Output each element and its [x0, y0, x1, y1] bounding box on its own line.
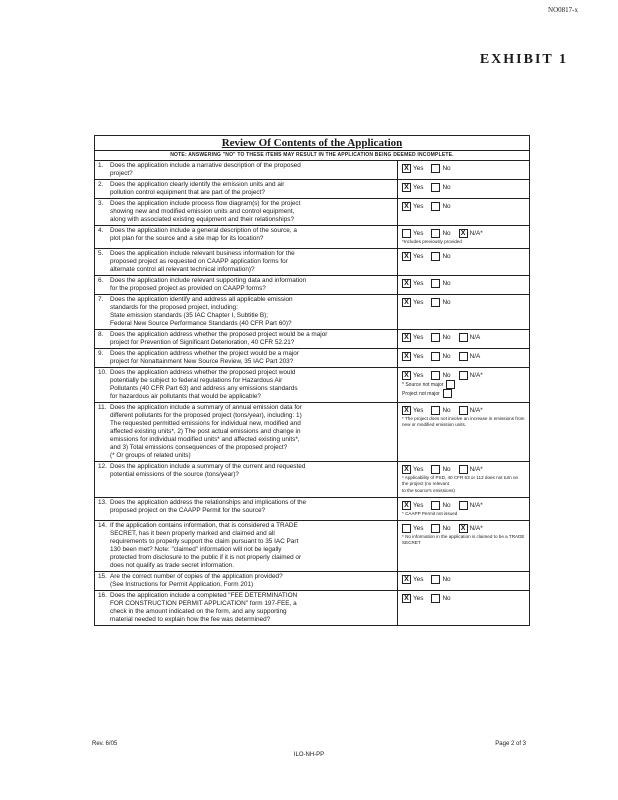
- question-line: Does the application address whether the proposed project would: [110, 369, 296, 376]
- answer-options: [402, 594, 525, 603]
- question-row: [95, 249, 529, 276]
- question-row: [95, 180, 529, 199]
- answer-cell: [398, 403, 529, 461]
- checkbox[interactable]: [459, 501, 468, 510]
- question-line: (* Or groups of related units): [110, 452, 191, 459]
- question-text: [110, 296, 394, 328]
- answer-option[interactable]: [431, 594, 450, 603]
- question-text-cell: [95, 199, 398, 225]
- checkbox[interactable]: [431, 252, 440, 261]
- option-label: No: [442, 576, 451, 583]
- question-number: 1.: [98, 162, 104, 169]
- question-line: Does the application include a narrative description of the proposed: [110, 162, 301, 169]
- answer-cell: [398, 591, 529, 625]
- question-line: Federal New Source Performance Standards (40 CFR Part 60)?: [110, 320, 292, 327]
- checkbox[interactable]: [431, 164, 440, 173]
- answer-cell: [398, 161, 529, 179]
- answer-options: [402, 279, 525, 288]
- answer-option[interactable]: [431, 279, 450, 288]
- answer-option[interactable]: [402, 575, 423, 584]
- question-text: [110, 592, 394, 624]
- question-row: [95, 498, 529, 521]
- option-label: N/A: [469, 353, 481, 360]
- checkbox[interactable]: [431, 333, 440, 342]
- answer-note: to the source's emissions): [402, 488, 455, 493]
- answer-option[interactable]: [402, 465, 423, 474]
- option-label: Yes: [413, 353, 424, 360]
- question-text: [110, 522, 394, 570]
- answer-options: [402, 575, 525, 584]
- answer-option[interactable]: [402, 202, 423, 211]
- checkbox[interactable]: X: [402, 183, 411, 192]
- question-line: SECRET, has it been properly marked and claimed and all: [110, 530, 275, 537]
- checkbox[interactable]: [431, 202, 440, 211]
- sub-option[interactable]: [402, 380, 525, 389]
- checkbox[interactable]: X: [402, 406, 411, 415]
- question-number: 11.: [98, 404, 107, 411]
- question-number: 5.: [98, 250, 104, 257]
- answer-option[interactable]: [402, 183, 423, 192]
- question-text: [110, 250, 394, 274]
- answer-options: [402, 371, 525, 380]
- question-line: plot plan for the source and a site map for its location?: [110, 235, 264, 242]
- checkbox[interactable]: X: [402, 164, 411, 173]
- question-line: material needed to explain how the fee was determined?: [110, 616, 271, 623]
- answer-option[interactable]: [459, 229, 483, 238]
- option-label: Yes: [413, 165, 424, 172]
- option-label: No: [442, 595, 451, 602]
- checkbox[interactable]: [459, 406, 468, 415]
- checkbox[interactable]: X: [402, 279, 411, 288]
- checkbox[interactable]: X: [402, 465, 411, 474]
- answer-option[interactable]: [431, 501, 450, 510]
- checkbox[interactable]: [446, 380, 455, 389]
- checkbox[interactable]: [431, 465, 440, 474]
- question-text-cell: [95, 161, 398, 179]
- option-label: No: [442, 230, 451, 237]
- answer-option[interactable]: [402, 524, 423, 533]
- question-text-cell: [95, 295, 398, 329]
- question-line: Does the application include a general description of the source, a: [110, 227, 297, 234]
- checkbox[interactable]: X: [402, 594, 411, 603]
- question-line: State emission standards (35 IAC Chapter I, Subtitle B);: [110, 312, 269, 319]
- question-text-cell: [95, 572, 398, 590]
- question-number: 2.: [98, 181, 104, 188]
- answer-options: [402, 352, 525, 361]
- sub-option-label: Project not major: [402, 390, 440, 397]
- question-text-cell: [95, 498, 398, 520]
- checkbox[interactable]: [431, 352, 440, 361]
- option-label: No: [442, 372, 451, 379]
- checkbox[interactable]: [459, 371, 468, 380]
- question-line: pollution control equipment that are part of the project?: [110, 189, 265, 196]
- option-label: Yes: [413, 203, 424, 210]
- question-row: [95, 330, 529, 349]
- answer-options: [402, 501, 525, 510]
- answer-option[interactable]: [459, 465, 483, 474]
- question-line: Does the application include a summary of the current and requested: [110, 463, 306, 470]
- answer-option[interactable]: [402, 252, 423, 261]
- option-label: No: [442, 253, 451, 260]
- option-label: N/A*: [469, 407, 483, 414]
- checkbox[interactable]: X: [402, 252, 411, 261]
- answer-option[interactable]: [431, 333, 450, 342]
- checkbox[interactable]: [459, 465, 468, 474]
- question-text: [110, 463, 394, 496]
- option-label: N/A: [469, 334, 481, 341]
- answer-option[interactable]: [459, 501, 483, 510]
- question-line: Pollutants (40 CFR Part 63) and address any emissions standards: [110, 385, 298, 392]
- option-label: Yes: [413, 372, 424, 379]
- checkbox[interactable]: X: [402, 202, 411, 211]
- answer-cell: [398, 349, 529, 367]
- review-form: [94, 135, 530, 626]
- question-text: [110, 162, 394, 178]
- option-label: Yes: [413, 407, 424, 414]
- question-number: 16.: [98, 592, 107, 599]
- checkbox[interactable]: [402, 524, 411, 533]
- answer-cell: [398, 295, 529, 329]
- answer-cell: [398, 521, 529, 571]
- form-title: Review Of Contents of the Application: [95, 136, 529, 151]
- answer-option[interactable]: [402, 298, 423, 307]
- question-line: standards for the proposed project, including:: [110, 304, 238, 311]
- checkbox[interactable]: [431, 279, 440, 288]
- option-label: Yes: [413, 595, 424, 602]
- checkbox[interactable]: [431, 298, 440, 307]
- checkbox[interactable]: [431, 575, 440, 584]
- checkbox[interactable]: [431, 524, 440, 533]
- question-text-cell: [95, 330, 398, 348]
- option-label: No: [442, 203, 451, 210]
- answer-cell: [398, 462, 529, 497]
- question-number: 15.: [98, 573, 107, 580]
- answer-note: * CAAPP Permit not issued: [402, 511, 458, 516]
- answer-cell: [398, 330, 529, 348]
- answer-option[interactable]: [431, 164, 450, 173]
- question-row: [95, 199, 529, 226]
- option-label: No: [442, 407, 451, 414]
- question-text: [110, 200, 394, 224]
- question-text-cell: [95, 276, 398, 294]
- sub-option-label: * Source not major: [402, 381, 444, 388]
- question-line: Are the correct number of copies of the application provided?: [110, 573, 283, 580]
- option-label: No: [442, 184, 451, 191]
- question-line: protected from disclosure to the public if it is not properly claimed or: [110, 554, 302, 561]
- question-text-cell: [95, 462, 398, 497]
- option-label: Yes: [413, 502, 424, 509]
- question-text: [110, 277, 394, 293]
- answer-option[interactable]: [402, 333, 423, 342]
- answer-options: [402, 202, 525, 211]
- checkbox[interactable]: X: [402, 352, 411, 361]
- question-line: emissions for individual modified units* and affected existing units*,: [110, 436, 300, 443]
- question-text: [110, 369, 394, 401]
- option-label: No: [442, 334, 451, 341]
- question-line: alternate control all relevant technical information)?: [110, 266, 255, 273]
- question-text-cell: [95, 521, 398, 571]
- question-line: The requested permitted emissions for individual new, modified and: [110, 420, 301, 427]
- option-label: No: [442, 353, 451, 360]
- question-line: Does the application include process flow diagram(s) for the project: [110, 200, 301, 207]
- question-row: [95, 276, 529, 295]
- checkbox[interactable]: [459, 352, 468, 361]
- form-code: ILO-NH-PP: [293, 752, 325, 758]
- answer-options: [402, 183, 525, 192]
- answer-option[interactable]: [431, 524, 450, 533]
- option-label: N/A*: [469, 525, 483, 532]
- question-line: proposed project on the CAAPP Permit for the source?: [110, 507, 266, 514]
- question-line: If the application contains information, that is considered a TRADE: [110, 522, 298, 529]
- option-label: Yes: [413, 253, 424, 260]
- answer-options: [402, 252, 525, 261]
- answer-option[interactable]: [431, 202, 450, 211]
- question-text: [110, 404, 394, 460]
- question-text: [110, 181, 394, 197]
- question-row: [95, 349, 529, 368]
- answer-cell: [398, 180, 529, 198]
- question-rows: [95, 161, 529, 625]
- checkbox[interactable]: [402, 229, 411, 238]
- question-line: does not qualify as trade secret information.: [110, 562, 234, 569]
- answer-option[interactable]: [431, 465, 450, 474]
- option-label: N/A*: [469, 372, 483, 379]
- question-number: 4.: [98, 227, 104, 234]
- question-line: requirements to properly support the claim pursuant to 35 IAC Part: [110, 538, 299, 545]
- answer-option[interactable]: [402, 594, 423, 603]
- option-label: Yes: [413, 576, 424, 583]
- answer-option[interactable]: [459, 333, 481, 342]
- answer-cell: [398, 226, 529, 248]
- checkbox[interactable]: [431, 229, 440, 238]
- answer-option[interactable]: [402, 164, 423, 173]
- answer-option[interactable]: [459, 371, 483, 380]
- answer-note: * Applicability of PSD, 40 CFR 63 or 112 does not turn on the project (no relevant: [402, 475, 519, 486]
- checkbox[interactable]: [459, 333, 468, 342]
- question-line: FOR CONSTRUCTION PERMIT APPLICATION" form 197-FEE, a: [110, 600, 297, 607]
- question-text-cell: [95, 368, 398, 402]
- page-number: Page 2 of 3: [495, 741, 526, 747]
- answer-option[interactable]: [431, 371, 450, 380]
- answer-options: [402, 164, 525, 173]
- question-row: [95, 591, 529, 625]
- answer-note: *Includes previously provided: [402, 239, 462, 244]
- answer-note: * The project does not involve an increase in emissions from new or modified emission units.: [402, 416, 525, 427]
- answer-option[interactable]: [431, 183, 450, 192]
- answer-option[interactable]: [402, 371, 423, 380]
- form-note: NOTE: ANSWERING "NO" TO THESE ITEMS MAY RESULT IN THE APPLICATION BEING DEEMED INCOMPLETE.: [95, 151, 529, 161]
- answer-option[interactable]: [402, 229, 423, 238]
- answer-options: [402, 524, 525, 533]
- question-line: different pollutants for the proposed project (tons/year), including: 1): [110, 412, 302, 419]
- answer-options: [402, 406, 525, 415]
- checkbox[interactable]: [443, 389, 452, 398]
- question-line: and 3) Total emissions consequences of the proposed project?: [110, 444, 288, 451]
- option-label: Yes: [413, 525, 424, 532]
- option-label: No: [442, 299, 451, 306]
- option-label: No: [442, 502, 451, 509]
- answer-option[interactable]: [431, 406, 450, 415]
- question-text: [110, 573, 394, 589]
- question-text: [110, 499, 394, 519]
- answer-cell: [398, 276, 529, 294]
- question-line: Does the application address whether the project would be a major: [110, 350, 299, 357]
- question-text: [110, 350, 394, 366]
- question-text-cell: [95, 226, 398, 248]
- checkbox[interactable]: [431, 183, 440, 192]
- question-line: Does the application identify and address all applicable emission: [110, 296, 293, 303]
- question-row: [95, 572, 529, 591]
- answer-option[interactable]: [402, 406, 423, 415]
- question-row: [95, 295, 529, 330]
- document-id: NO0817-x: [548, 6, 578, 14]
- answer-cell: [398, 498, 529, 520]
- answer-option[interactable]: [431, 298, 450, 307]
- answer-cell: [398, 368, 529, 402]
- question-text: [110, 227, 394, 247]
- question-row: [95, 226, 529, 249]
- question-line: Does the application address whether the proposed project would be a major: [110, 331, 328, 338]
- question-line: showing new and modified emission units and control equipment,: [110, 208, 295, 215]
- question-number: 7.: [98, 296, 104, 303]
- exhibit-label: EXHIBIT 1: [479, 52, 568, 67]
- answer-cell: [398, 199, 529, 225]
- option-label: No: [442, 165, 451, 172]
- answer-option[interactable]: [431, 575, 450, 584]
- question-line: project for Nonattainment New Source Review, 35 IAC Part 203?: [110, 358, 294, 365]
- answer-cell: [398, 249, 529, 275]
- checkbox[interactable]: X: [402, 333, 411, 342]
- question-line: for the proposed project as provided on CAAPP forms?: [110, 285, 266, 292]
- question-line: along with associated existing equipment and their relationships?: [110, 216, 295, 223]
- sub-option[interactable]: [402, 389, 525, 398]
- question-text-cell: [95, 403, 398, 461]
- option-label: No: [442, 280, 451, 287]
- answer-option[interactable]: [402, 501, 423, 510]
- checkbox[interactable]: [431, 371, 440, 380]
- option-label: Yes: [413, 184, 424, 191]
- question-line: Does the application include relevant business information for the: [110, 250, 295, 257]
- checkbox[interactable]: X: [402, 371, 411, 380]
- question-line: Does the application include a completed "FEE DETERMINATION: [110, 592, 298, 599]
- option-label: N/A*: [469, 502, 483, 509]
- answer-option[interactable]: [459, 406, 483, 415]
- option-label: Yes: [413, 466, 424, 473]
- question-row: [95, 161, 529, 180]
- question-row: [95, 368, 529, 403]
- answer-option[interactable]: [431, 352, 450, 361]
- question-number: 8.: [98, 331, 104, 338]
- option-label: N/A*: [469, 230, 483, 237]
- option-label: Yes: [413, 334, 424, 341]
- answer-option[interactable]: [402, 279, 423, 288]
- question-line: 130 been met? Note: "claimed" information will not be legally: [110, 546, 282, 553]
- question-line: for hazardous air pollutants that would be applicable?: [110, 393, 261, 400]
- question-line: potentially be subject to federal regulations for Hazardous Air: [110, 377, 283, 384]
- question-line: proposed project as requested on CAAPP application forms for: [110, 258, 288, 265]
- option-label: N/A*: [469, 466, 483, 473]
- option-label: Yes: [413, 230, 424, 237]
- question-text-cell: [95, 591, 398, 625]
- question-line: project?: [110, 170, 133, 177]
- answer-note: * No information in the application is claimed to be a TRADE SECRET: [402, 534, 525, 545]
- question-line: potential emissions of the source (tons/year)?: [110, 471, 239, 478]
- question-line: (See Instructions for Permit Application, Form 201): [110, 581, 254, 588]
- question-number: 3.: [98, 200, 104, 207]
- question-line: check in the amount indicated on the form, and any supporting: [110, 608, 287, 615]
- checkbox[interactable]: X: [459, 524, 468, 533]
- checkbox[interactable]: [431, 594, 440, 603]
- option-label: Yes: [413, 280, 424, 287]
- question-text-cell: [95, 249, 398, 275]
- question-text-cell: [95, 180, 398, 198]
- question-text: [110, 331, 394, 347]
- question-number: 13.: [98, 499, 107, 506]
- answer-cell: [398, 572, 529, 590]
- answer-option[interactable]: [431, 229, 450, 238]
- question-number: 6.: [98, 277, 104, 284]
- answer-option[interactable]: [431, 252, 450, 261]
- question-line: affected existing units*, 2) The post actual emissions and change in: [110, 428, 301, 435]
- answer-options: [402, 333, 525, 342]
- question-row: [95, 403, 529, 462]
- revision-label: Rev. 6/05: [92, 741, 118, 747]
- checkbox[interactable]: [431, 501, 440, 510]
- answer-option[interactable]: [459, 524, 483, 533]
- question-line: project for Prevention of Significant Deterioration, 40 CFR 52.21?: [110, 339, 295, 346]
- question-line: Does the application address the relationships and implications of the: [110, 499, 307, 506]
- question-row: [95, 462, 529, 498]
- answer-option[interactable]: [459, 352, 481, 361]
- checkbox[interactable]: [431, 406, 440, 415]
- checkbox[interactable]: X: [402, 575, 411, 584]
- question-number: 9.: [98, 350, 104, 357]
- question-number: 10.: [98, 369, 107, 376]
- question-line: Does the application clearly identify the emission units and air: [110, 181, 285, 188]
- question-text-cell: [95, 349, 398, 367]
- checkbox[interactable]: X: [402, 501, 411, 510]
- answer-option[interactable]: [402, 352, 423, 361]
- checkbox[interactable]: X: [459, 229, 468, 238]
- option-label: No: [442, 525, 451, 532]
- checkbox[interactable]: X: [402, 298, 411, 307]
- answer-options: [402, 229, 525, 238]
- option-label: Yes: [413, 299, 424, 306]
- question-row: [95, 521, 529, 572]
- option-label: No: [442, 466, 451, 473]
- answer-options: [402, 465, 525, 474]
- question-number: 14.: [98, 522, 107, 529]
- question-number: 12.: [98, 463, 107, 470]
- answer-options: [402, 298, 525, 307]
- question-line: Does the application include a summary of annual emission data for: [110, 404, 302, 411]
- question-line: Does the application include relevant supporting data and information: [110, 277, 307, 284]
